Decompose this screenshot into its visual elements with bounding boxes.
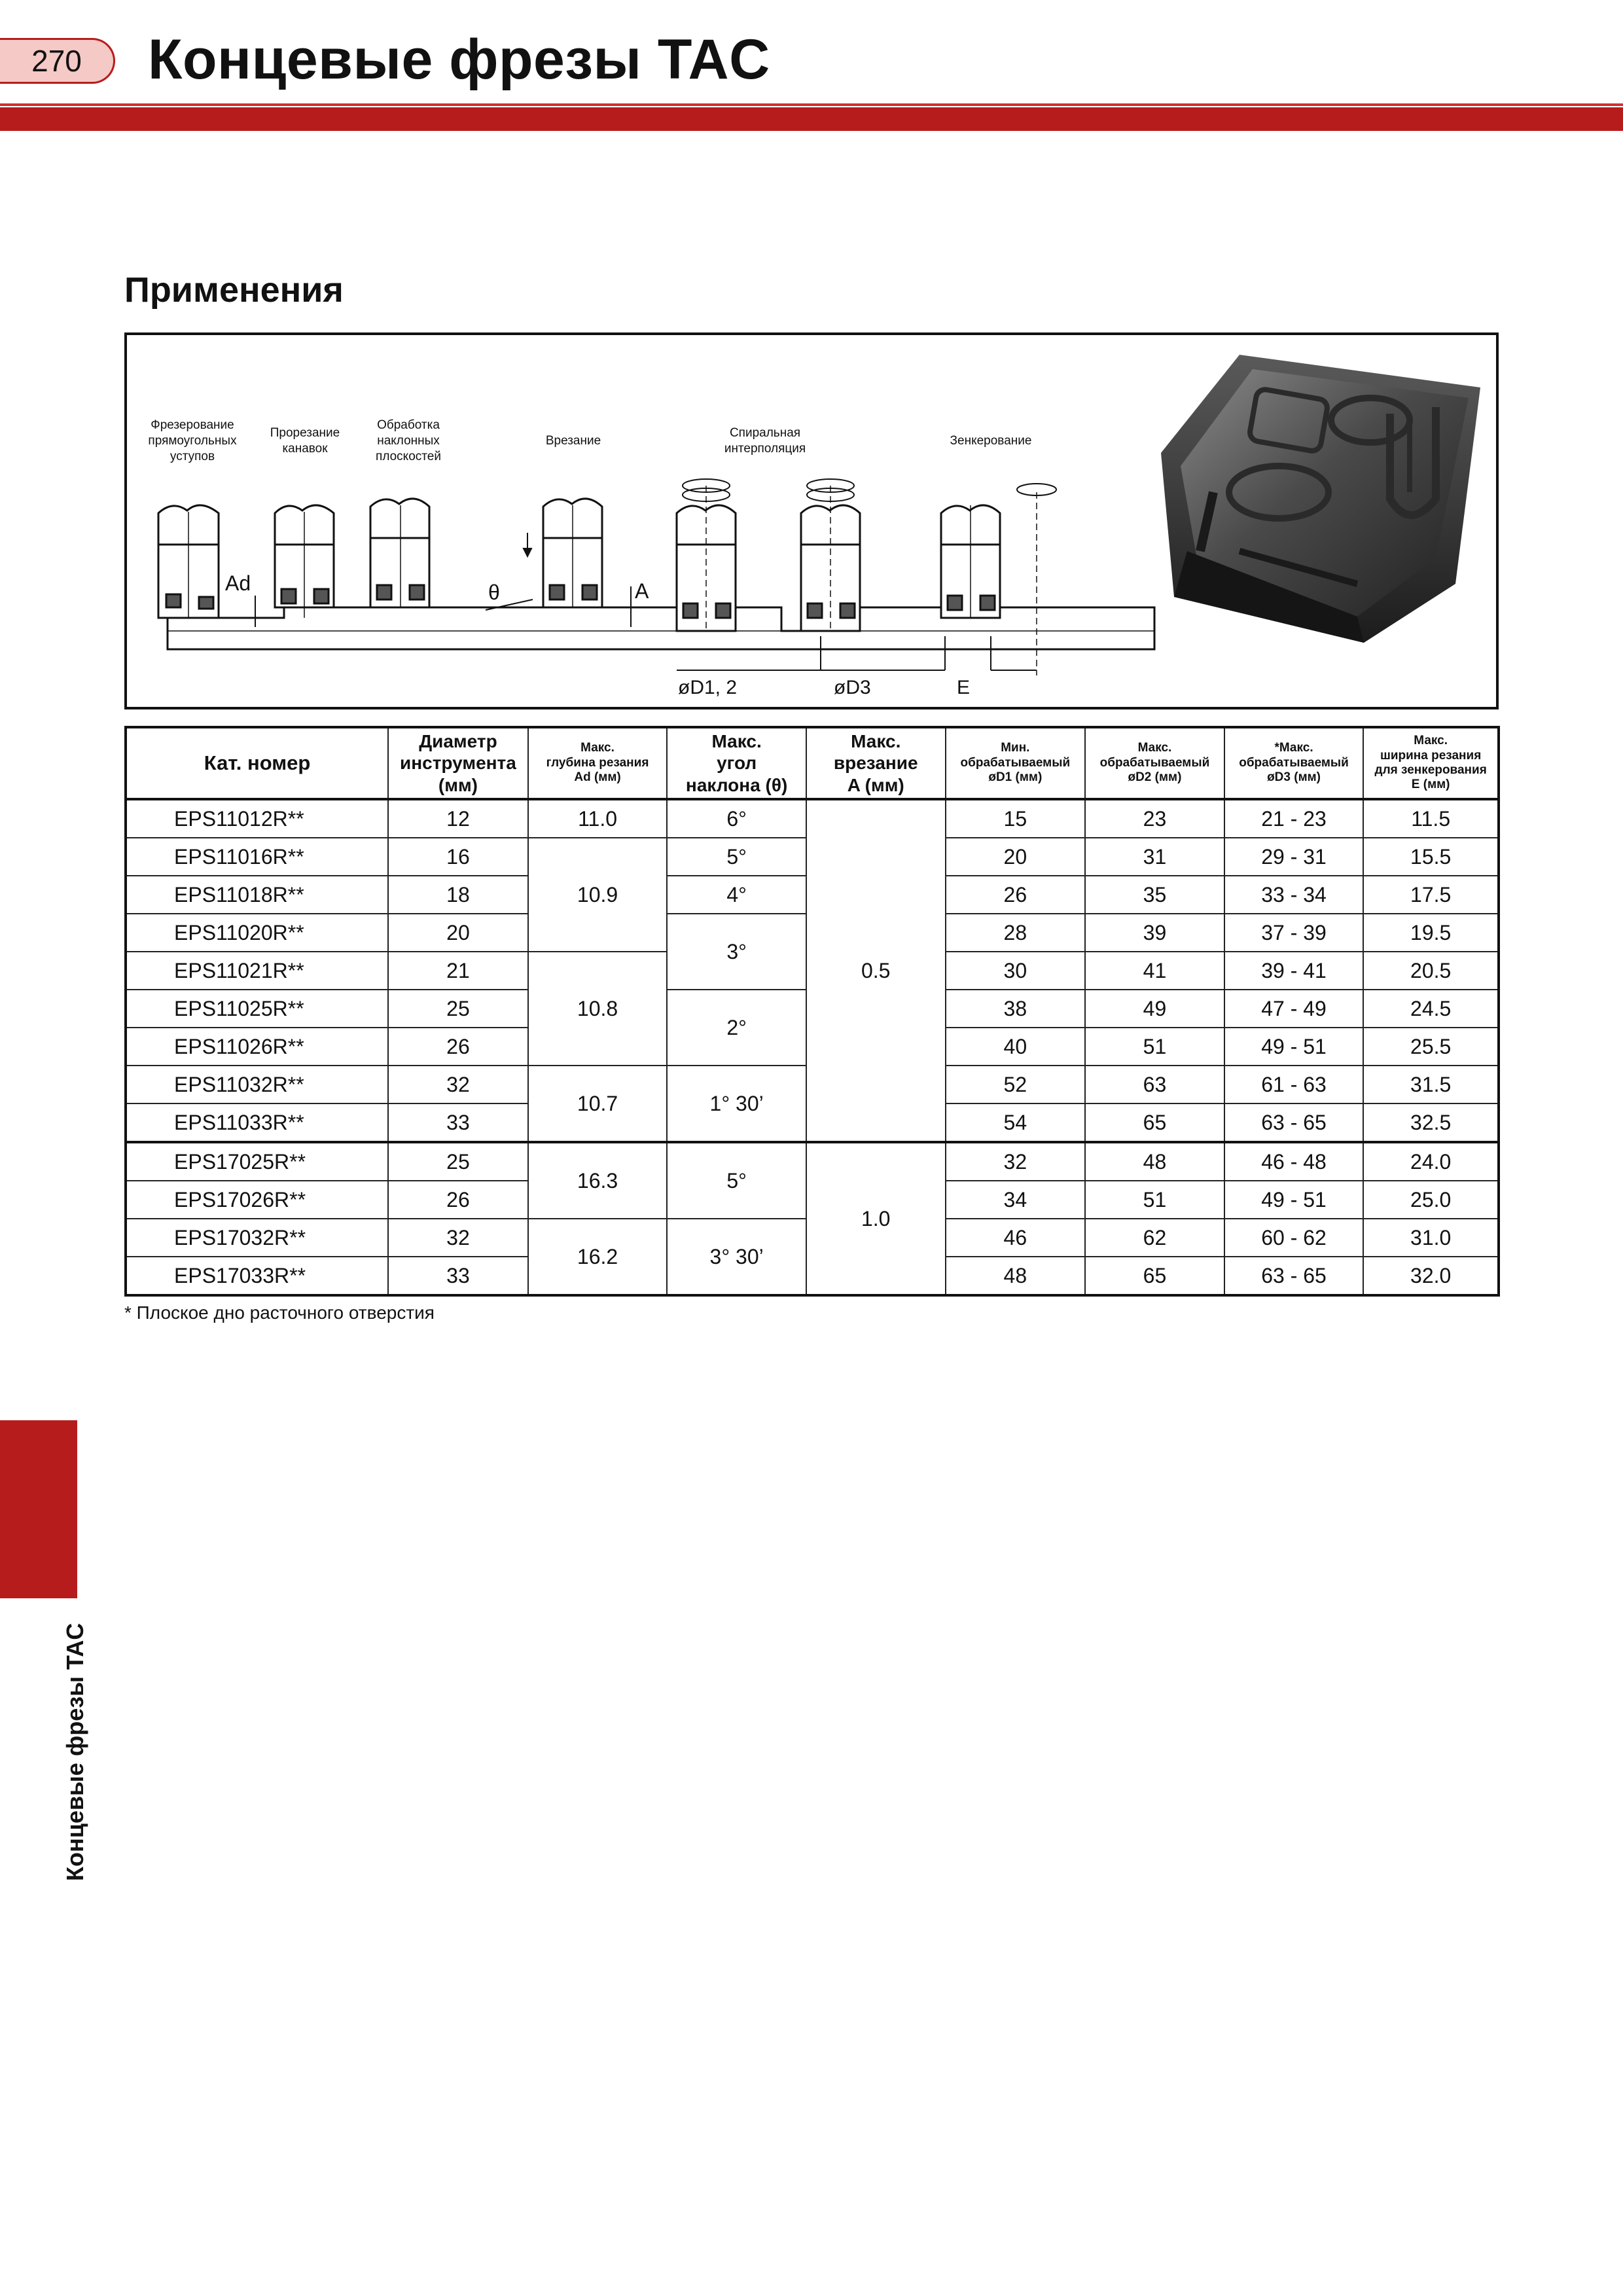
cell-diam: 33 xyxy=(388,1103,528,1142)
end-mill-tool-7 xyxy=(941,484,1056,675)
table-row xyxy=(126,1142,1499,1181)
header-max-plunge: Макс. врезание A (мм) xyxy=(806,727,946,799)
svg-text:øD3: øD3 xyxy=(834,677,871,698)
svg-text:Ad: Ad xyxy=(225,571,251,595)
cell-angle: 4° xyxy=(667,876,806,914)
cell-cat: EPS17025R** xyxy=(126,1142,388,1181)
cell-d1: 15 xyxy=(946,799,1086,838)
end-mill-tool-3 xyxy=(370,499,429,607)
svg-text:A: A xyxy=(635,579,649,603)
cell-d1: 20 xyxy=(946,838,1086,876)
table-header-row xyxy=(126,727,1499,799)
svg-text:θ: θ xyxy=(488,581,500,604)
cell-d1: 40 xyxy=(946,1028,1086,1066)
cell-d1: 38 xyxy=(946,990,1086,1028)
cell-cat: EPS11021R** xyxy=(126,952,388,990)
cell-d3: 47 - 49 xyxy=(1224,990,1364,1028)
svg-text:øD1, 2: øD1, 2 xyxy=(678,677,738,698)
cell-e: 25.0 xyxy=(1363,1181,1499,1219)
cell-diam: 18 xyxy=(388,876,528,914)
cell-ad: 16.3 xyxy=(528,1142,668,1219)
cell-cat: EPS11012R** xyxy=(126,799,388,838)
cell-e: 20.5 xyxy=(1363,952,1499,990)
operation-labels xyxy=(148,418,1031,463)
cell-d3: 37 - 39 xyxy=(1224,914,1364,952)
cell-cat: EPS11020R** xyxy=(126,914,388,952)
cell-ad: 16.2 xyxy=(528,1219,668,1295)
cell-e: 15.5 xyxy=(1363,838,1499,876)
cell-diam: 25 xyxy=(388,1142,528,1181)
cell-cat: EPS11033R** xyxy=(126,1103,388,1142)
header-max-depth: Макс. глубина резания Ad (мм) xyxy=(528,727,668,799)
cell-diam: 21 xyxy=(388,952,528,990)
cell-d1: 54 xyxy=(946,1103,1086,1142)
cell-d3: 49 - 51 xyxy=(1224,1028,1364,1066)
cell-d3: 63 - 65 xyxy=(1224,1257,1364,1295)
cell-d1: 48 xyxy=(946,1257,1086,1295)
cell-cat: EPS11016R** xyxy=(126,838,388,876)
cell-angle: 5° xyxy=(667,1142,806,1219)
cell-cat: EPS11018R** xyxy=(126,876,388,914)
end-mill-tool-1 xyxy=(158,505,219,618)
cell-diam: 12 xyxy=(388,799,528,838)
cell-e: 19.5 xyxy=(1363,914,1499,952)
svg-text:E: E xyxy=(957,677,971,698)
cell-angle: 2° xyxy=(667,990,806,1066)
header-rule-thin xyxy=(0,103,1623,106)
cell-diam: 16 xyxy=(388,838,528,876)
header-rule xyxy=(0,107,1623,131)
cell-e: 25.5 xyxy=(1363,1028,1499,1066)
cell-d3: 39 - 41 xyxy=(1224,952,1364,990)
cell-d3: 60 - 62 xyxy=(1224,1219,1364,1257)
cell-d2: 23 xyxy=(1085,799,1224,838)
cell-d2: 39 xyxy=(1085,914,1224,952)
cell-diam: 32 xyxy=(388,1066,528,1103)
cell-angle: 5° xyxy=(667,838,806,876)
cell-d2: 51 xyxy=(1085,1181,1224,1219)
table-row xyxy=(126,799,1499,838)
cell-e: 17.5 xyxy=(1363,876,1499,914)
cell-d2: 35 xyxy=(1085,876,1224,914)
cell-e: 31.0 xyxy=(1363,1219,1499,1257)
cell-d3: 61 - 63 xyxy=(1224,1066,1364,1103)
cell-ad: 10.7 xyxy=(528,1066,668,1142)
cell-d2: 31 xyxy=(1085,838,1224,876)
cell-d2: 62 xyxy=(1085,1219,1224,1257)
end-mill-tool-5 xyxy=(677,479,736,631)
footnote: * Плоское дно расточного отверстия xyxy=(124,1302,435,1323)
cell-d2: 48 xyxy=(1085,1142,1224,1181)
cell-d3: 46 - 48 xyxy=(1224,1142,1364,1181)
cell-d3: 21 - 23 xyxy=(1224,799,1364,838)
cell-d2: 65 xyxy=(1085,1257,1224,1295)
table-body xyxy=(126,799,1499,1295)
header-cat-number: Кат. номер xyxy=(126,727,388,799)
cell-d1: 34 xyxy=(946,1181,1086,1219)
cell-plunge: 0.5 xyxy=(806,799,946,1142)
cell-d3: 49 - 51 xyxy=(1224,1181,1364,1219)
header-tool-diameter: Диаметр инструмента (мм) xyxy=(388,727,528,799)
cell-d1: 26 xyxy=(946,876,1086,914)
machined-workpiece-image xyxy=(1161,355,1480,643)
cell-e: 32.0 xyxy=(1363,1257,1499,1295)
cell-cat: EPS17033R** xyxy=(126,1257,388,1295)
cell-diam: 33 xyxy=(388,1257,528,1295)
end-mill-tool-4 xyxy=(543,499,602,607)
cell-diam: 26 xyxy=(388,1181,528,1219)
cell-angle: 3° 30’ xyxy=(667,1219,806,1295)
cell-d1: 52 xyxy=(946,1066,1086,1103)
cell-d2: 65 xyxy=(1085,1103,1224,1142)
cell-diam: 32 xyxy=(388,1219,528,1257)
cell-d1: 46 xyxy=(946,1219,1086,1257)
cell-d2: 51 xyxy=(1085,1028,1224,1066)
cell-diam: 26 xyxy=(388,1028,528,1066)
cell-e: 32.5 xyxy=(1363,1103,1499,1142)
cell-d2: 41 xyxy=(1085,952,1224,990)
cell-e: 24.0 xyxy=(1363,1142,1499,1181)
page-number: 270 xyxy=(31,44,82,78)
side-tab-label: Концевые фрезы TAC xyxy=(62,1623,88,1881)
cell-diam: 25 xyxy=(388,990,528,1028)
cell-d3: 29 - 31 xyxy=(1224,838,1364,876)
end-mill-tool-6 xyxy=(801,479,860,631)
cell-e: 24.5 xyxy=(1363,990,1499,1028)
header-max-d3: *Макс. обрабатываемый øD3 (мм) xyxy=(1224,727,1364,799)
cell-angle: 3° xyxy=(667,914,806,990)
header-min-d1: Мин. обрабатываемый øD1 (мм) xyxy=(946,727,1086,799)
cell-d1: 30 xyxy=(946,952,1086,990)
cell-cat: EPS17032R** xyxy=(126,1219,388,1257)
end-mill-tool-2 xyxy=(275,505,334,618)
svg-text:Обработканаклонныхплоскостей: Обработка наклонных плоскостей xyxy=(376,418,441,463)
svg-text:Прорезаниеканавок: Прорезание канавок xyxy=(270,426,340,456)
cell-angle: 1° 30’ xyxy=(667,1066,806,1142)
side-tab-marker xyxy=(0,1420,77,1598)
cell-cat: EPS11032R** xyxy=(126,1066,388,1103)
cell-d2: 63 xyxy=(1085,1066,1224,1103)
svg-text:Спиральнаяинтерполяция: Спиральная интерполяция xyxy=(724,426,806,456)
workpiece-profile xyxy=(168,607,1154,649)
specifications-table xyxy=(124,726,1500,1297)
cell-angle: 6° xyxy=(667,799,806,838)
cell-plunge: 1.0 xyxy=(806,1142,946,1295)
cell-e: 31.5 xyxy=(1363,1066,1499,1103)
cell-d3: 33 - 34 xyxy=(1224,876,1364,914)
page-number-badge xyxy=(0,38,115,84)
applications-illustration xyxy=(127,335,1496,707)
cell-d1: 28 xyxy=(946,914,1086,952)
cell-ad: 10.9 xyxy=(528,838,668,952)
svg-text:Врезание: Врезание xyxy=(545,434,601,448)
cell-ad: 11.0 xyxy=(528,799,668,838)
cell-cat: EPS11026R** xyxy=(126,1028,388,1066)
header-max-angle: Макс. угол наклона (θ) xyxy=(667,727,806,799)
header-max-d2: Макс. обрабатываемый øD2 (мм) xyxy=(1085,727,1224,799)
cell-ad: 10.8 xyxy=(528,952,668,1066)
cell-e: 11.5 xyxy=(1363,799,1499,838)
section-heading: Применения xyxy=(124,270,344,310)
header-max-width-e: Макс. ширина резания для зенкерования E (мм) xyxy=(1363,727,1499,799)
cell-d3: 63 - 65 xyxy=(1224,1103,1364,1142)
cell-d1: 32 xyxy=(946,1142,1086,1181)
applications-diagram xyxy=(124,332,1499,709)
cell-diam: 20 xyxy=(388,914,528,952)
page-title: Концевые фрезы TAC xyxy=(148,28,770,91)
cell-cat: EPS17026R** xyxy=(126,1181,388,1219)
cell-d2: 49 xyxy=(1085,990,1224,1028)
svg-text:Зенкерование: Зенкерование xyxy=(950,434,1032,448)
svg-text:Фрезерованиепрямоугольныхуступ: Фрезерование прямоугольных уступов xyxy=(148,418,237,463)
cell-cat: EPS11025R** xyxy=(126,990,388,1028)
